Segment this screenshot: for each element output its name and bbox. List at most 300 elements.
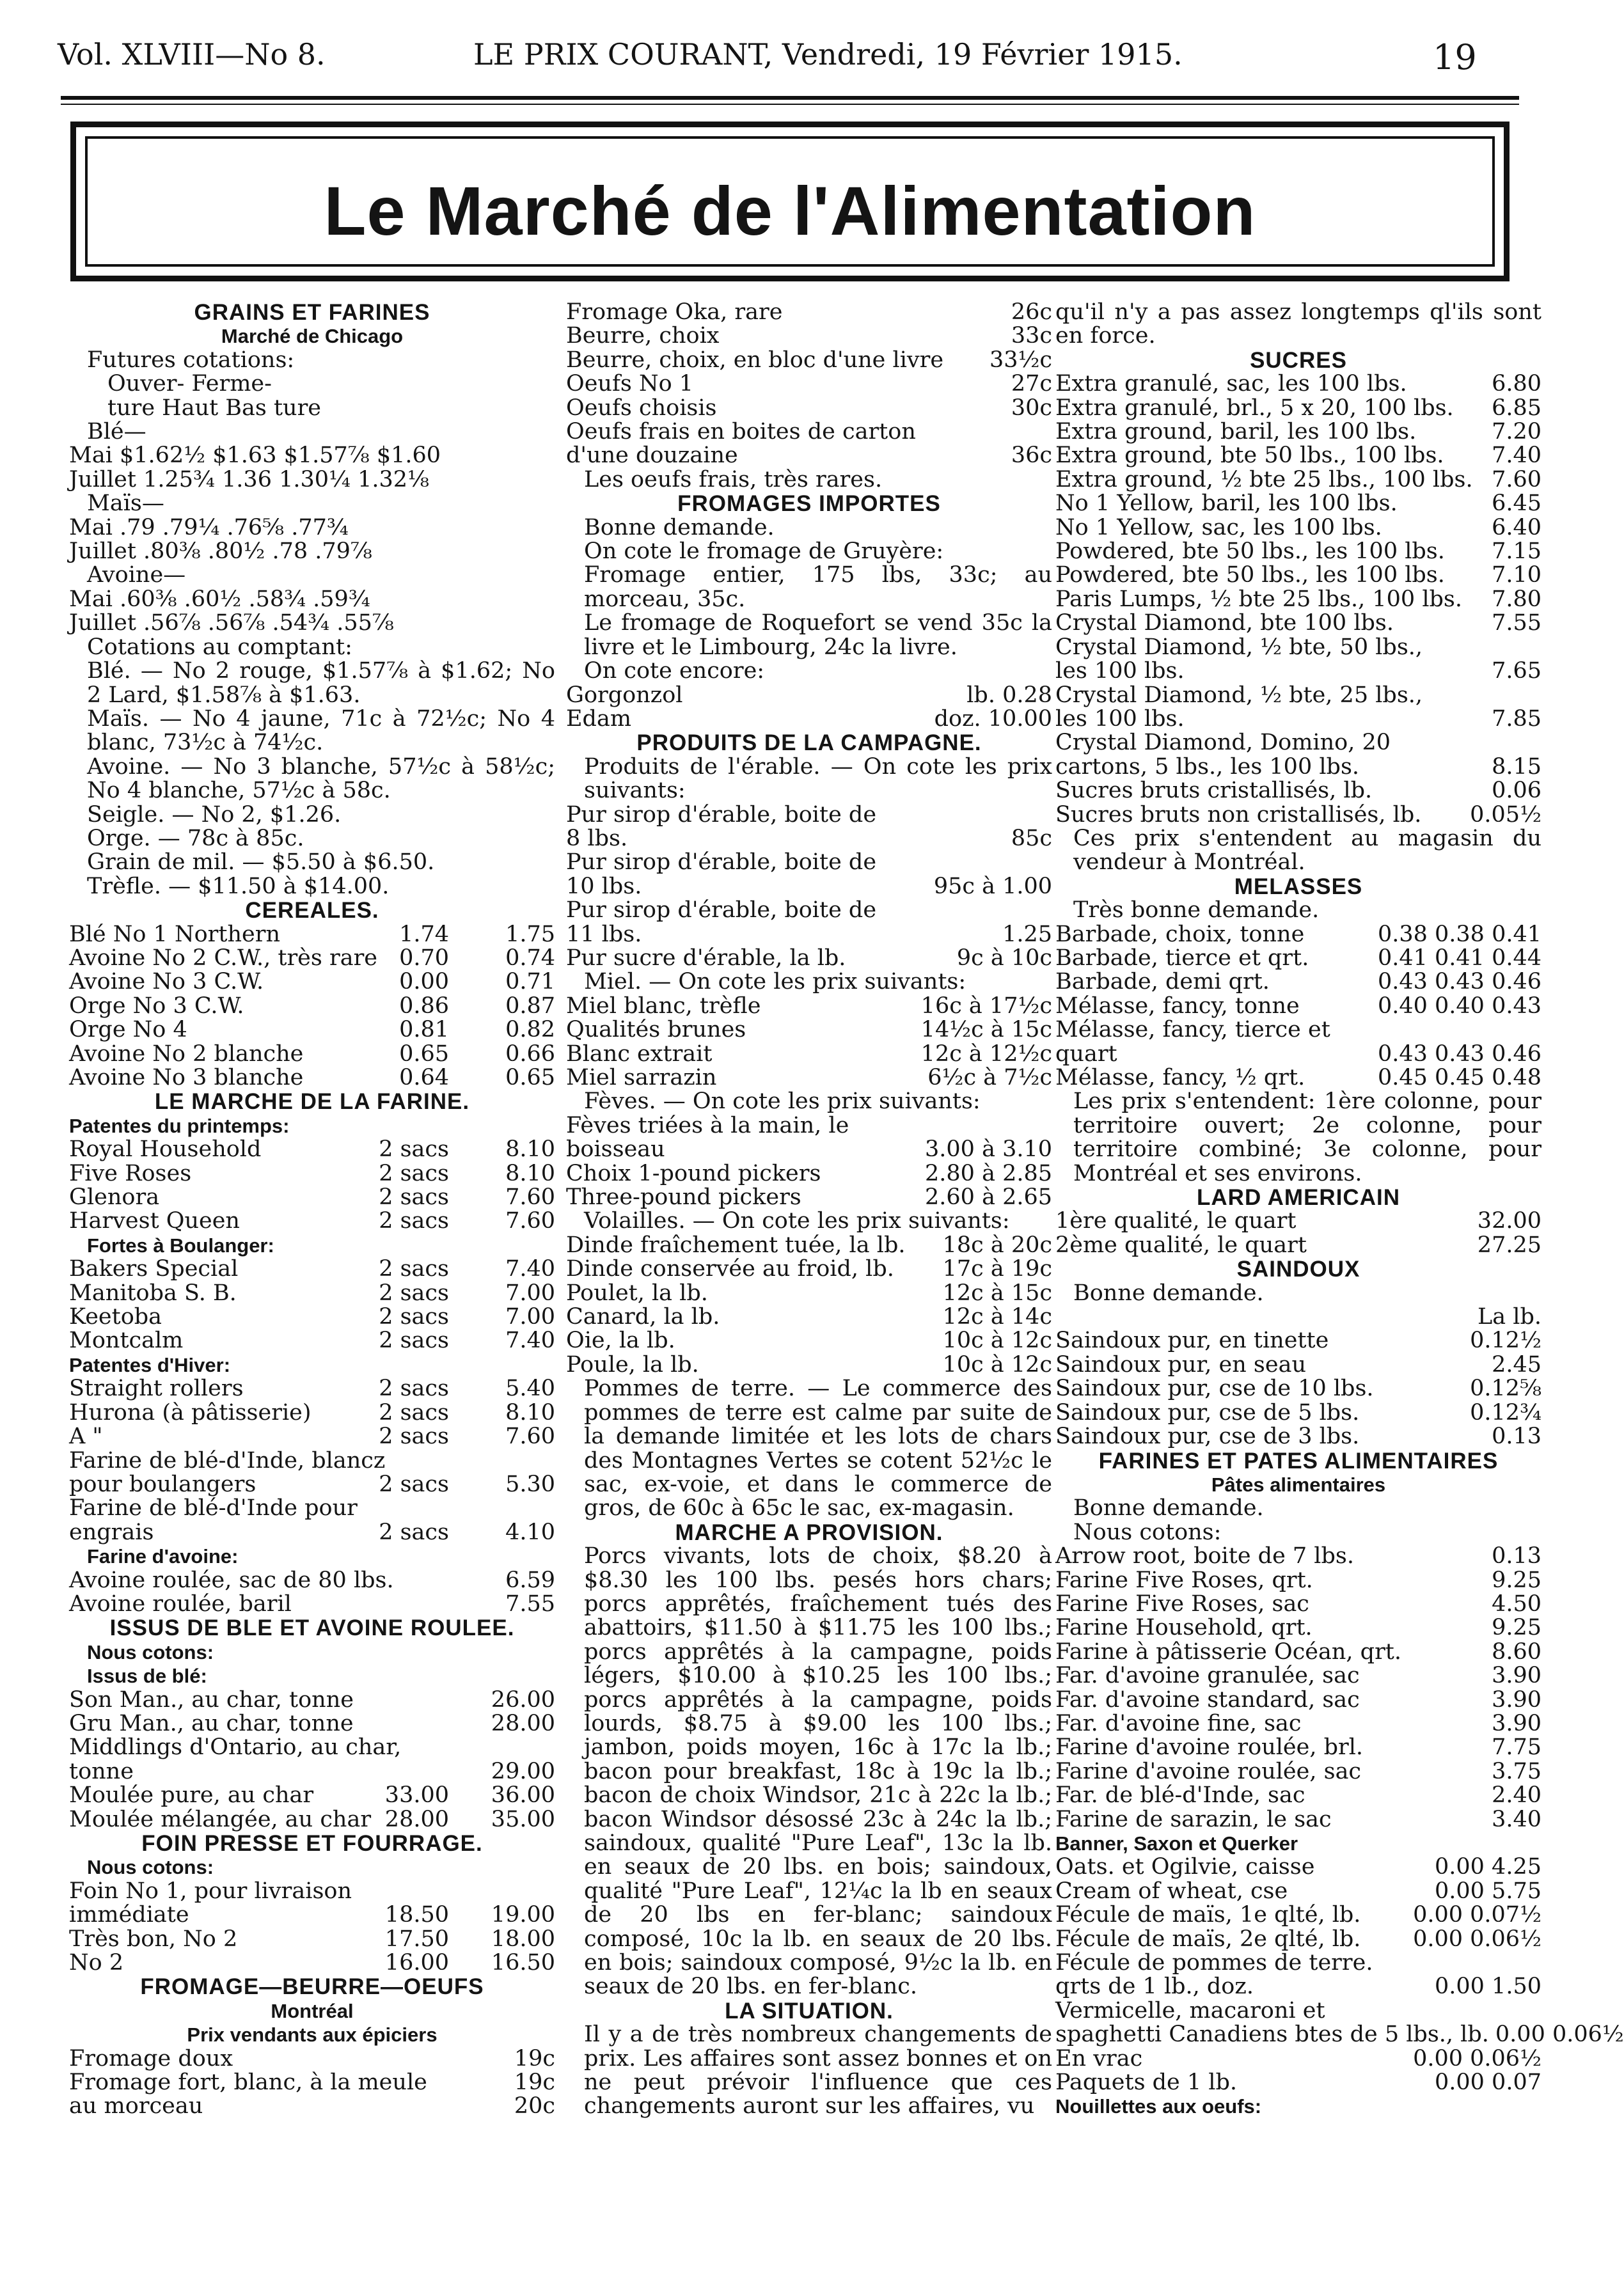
- price-value: 2 sacs: [379, 1328, 449, 1354]
- price-row: [69, 1042, 555, 1066]
- paragraph: Fromage entier, 175 lbs, 33c; au morceau, 35c.: [584, 562, 1052, 612]
- item-label: Fromage Oka, rare: [566, 299, 783, 325]
- price-value: 2.45: [1492, 1351, 1541, 1378]
- item-label: Juillet .56⅞ .56⅞ .54¾ .55⅞: [69, 610, 394, 636]
- price-row: [1055, 516, 1541, 540]
- price-row: [1055, 1903, 1541, 1927]
- price-row: [69, 588, 555, 611]
- price-row: [1055, 1329, 1541, 1353]
- price-row: [1055, 1066, 1541, 1090]
- price-row: [69, 1305, 555, 1329]
- price-row: [69, 923, 555, 947]
- price-row: [1055, 1209, 1541, 1233]
- price-value-2: 0.82: [505, 1017, 555, 1043]
- price-row: [566, 1138, 1052, 1161]
- section-heading: LA SITUATION.: [725, 1998, 894, 2024]
- item-label: Glenora: [69, 1184, 160, 1211]
- price-value: 0.00: [399, 969, 449, 995]
- item-label: Sucres bruts cristallisés, lb.: [1055, 778, 1373, 804]
- price-row: [1055, 1569, 1541, 1592]
- price-row: [69, 1018, 555, 1042]
- price-value: 32.00: [1477, 1208, 1541, 1234]
- paragraph: Le fromage de Roquefort se vend 35c la livre et le Limbourg, 24c la livre.: [584, 610, 1052, 660]
- price-row: [566, 444, 1052, 468]
- paragraph: qu'il n'y a pas assez longtemps ql'ils sont en force.: [1055, 299, 1541, 349]
- item-label: Far. d'avoine fine, sac: [1055, 1710, 1302, 1736]
- item-label: Manitoba S. B.: [69, 1280, 237, 1306]
- price-value: 26c: [1011, 299, 1052, 325]
- item-label: Mai $1.62½ $1.63 $1.57⅞ $1.60: [69, 443, 441, 469]
- price-value-2: 35.00: [491, 1806, 555, 1832]
- price-value: 0.00 1.50: [1435, 1974, 1541, 2000]
- item-label: Far. d'avoine granulée, sac: [1055, 1663, 1360, 1689]
- subheading-centered: Pâtes alimentaires: [1211, 1473, 1386, 1496]
- item-label: Powdered, bte 50 lbs., les 100 lbs.: [1055, 538, 1445, 565]
- price-value: 29.00: [491, 1758, 555, 1784]
- price-value-2: 18.00: [491, 1926, 555, 1952]
- price-value: 2 sacs: [379, 1184, 449, 1211]
- paragraph: Très bonne demande.: [1073, 897, 1320, 923]
- price-row: [69, 1903, 555, 1927]
- price-row: [1055, 1377, 1541, 1401]
- item-label: Barbade, choix, tonne: [1055, 921, 1305, 947]
- item-label: Paquets de 1 lb.: [1055, 2070, 1238, 2096]
- item-label: Avoine No 2 blanche: [69, 1041, 304, 1067]
- price-value: 28.00: [491, 1710, 555, 1736]
- price-value: 0.43 0.43 0.46: [1377, 969, 1541, 995]
- price-value-2: 0.66: [505, 1041, 555, 1067]
- paragraph: Grain de mil. — $5.50 à $6.50.: [87, 849, 435, 876]
- price-row: [1055, 947, 1541, 970]
- paragraph: Nous cotons:: [1073, 1519, 1222, 1545]
- price-value: 18.50: [384, 1902, 449, 1928]
- item-label: Extra ground, bte 50 lbs., 100 lbs.: [1055, 443, 1444, 469]
- price-value: 9c à 10c: [956, 945, 1052, 971]
- item-label: Saindoux pur, cse de 10 lbs.: [1055, 1376, 1374, 1402]
- item-label: Paris Lumps, ½ bte 25 lbs., 100 lbs.: [1055, 586, 1463, 612]
- price-value: 0.86: [399, 993, 449, 1019]
- price-value: 3.90: [1492, 1663, 1541, 1689]
- price-value: 85c: [1011, 825, 1052, 851]
- paragraph: Farine de blé-d'Inde pour: [69, 1495, 358, 1521]
- price-value-2: 4.10: [505, 1519, 555, 1545]
- paragraph: Bonne demande.: [1073, 1495, 1264, 1521]
- price-value-2: 7.60: [505, 1208, 555, 1234]
- price-value: 1.25: [1002, 921, 1052, 947]
- price-value: 26.00: [491, 1686, 555, 1713]
- price-row: [1055, 444, 1541, 468]
- paragraph: Blé. — No 2 rouge, $1.57⅞ à $1.62; No 2 Lard, $1.58⅞ à $1.63.: [87, 658, 555, 708]
- paragraph: Farine de blé-d'Inde, blancz: [69, 1447, 386, 1474]
- price-value-2: 7.60: [505, 1424, 555, 1450]
- subheading: Nous cotons:: [87, 1640, 214, 1663]
- price-value: 36c: [1011, 443, 1052, 469]
- price-value: 0.45 0.45 0.48: [1377, 1065, 1541, 1090]
- paragraph: On cote encore:: [584, 658, 765, 684]
- price-value: 7.85: [1492, 705, 1541, 732]
- item-label: Avoine roulée, baril: [69, 1591, 292, 1617]
- paragraph: Fèves. — On cote les prix suivants:: [584, 1088, 981, 1115]
- item-label: Moulée mélangée, au char: [69, 1806, 372, 1832]
- item-label: boisseau: [566, 1136, 665, 1163]
- price-row: [566, 875, 1052, 899]
- item-label: Poule, la lb.: [566, 1351, 699, 1378]
- price-value: 7.40: [1492, 443, 1541, 469]
- paragraph: Les prix s'entendent: 1ère colonne, pour territoire ouvert; 2e colonne, pour territoire combiné; 3e colonne, pour Montréal et ses environs.: [1073, 1088, 1541, 1186]
- subheading: Patentes d'Hiver:: [69, 1353, 231, 1376]
- price-row: [566, 684, 1052, 707]
- price-value: 7.60: [1492, 466, 1541, 492]
- price-value: 2 sacs: [379, 1160, 449, 1186]
- price-row: [566, 1234, 1052, 1257]
- item-label: Fécule de maïs, 2e qlté, lb.: [1055, 1926, 1361, 1952]
- price-row: [69, 611, 555, 635]
- price-row: [1055, 420, 1541, 444]
- item-label: Avoine roulée, sac de 80 lbs.: [69, 1567, 394, 1593]
- price-value: 6.45: [1492, 491, 1541, 517]
- paragraph: Maïs—: [87, 491, 164, 517]
- price-row: [69, 2094, 555, 2118]
- price-row: [69, 1138, 555, 1161]
- price-row: [1055, 1712, 1541, 1736]
- item-label: Juillet 1.25¾ 1.36 1.30¼ 1.32⅛: [69, 466, 429, 492]
- item-label: 1ère qualité, le quart: [1055, 1208, 1297, 1234]
- item-label: Oeufs No 1: [566, 371, 694, 397]
- section-heading: SUCRES: [1250, 347, 1347, 373]
- price-value: 7.15: [1492, 538, 1541, 565]
- paragraph: On cote le fromage de Gruyère:: [584, 538, 944, 565]
- price-value: 12c à 14c: [942, 1304, 1052, 1330]
- price-value-2: 1.75: [505, 921, 555, 947]
- price-value: 2.80 à 2.85: [925, 1160, 1052, 1186]
- paragraph: Crystal Diamond, Domino, 20: [1055, 730, 1391, 756]
- price-value: 8.60: [1492, 1639, 1541, 1665]
- price-row: [69, 1521, 555, 1544]
- price-row: [1055, 1928, 1541, 1951]
- price-value: 0.00 0.06½: [1413, 2045, 1541, 2071]
- price-value: 6.40: [1492, 514, 1541, 540]
- price-row: [1055, 1425, 1541, 1449]
- price-value-2: 7.00: [505, 1280, 555, 1306]
- item-label: Son Man., au char, tonne: [69, 1686, 354, 1713]
- price-value: 7.20: [1492, 419, 1541, 445]
- price-value-2: 0.71: [505, 969, 555, 995]
- column-3: [1055, 299, 1624, 2119]
- price-value: 0.00 0.07: [1435, 2070, 1541, 2096]
- price-row: [1055, 659, 1541, 683]
- section-heading: FROMAGES IMPORTES: [677, 491, 941, 517]
- price-row: [1055, 1305, 1541, 1329]
- item-label: au morceau: [69, 2093, 203, 2119]
- item-label: cartons, 5 lbs., les 100 lbs.: [1055, 753, 1360, 780]
- price-row: [69, 1473, 555, 1497]
- price-value: 0.00 0.06½: [1495, 2022, 1624, 2048]
- price-value: 0.05½: [1470, 801, 1541, 828]
- price-value: 0.00 0.07½: [1413, 1902, 1541, 1928]
- price-row: [566, 1282, 1052, 1305]
- item-label: Poulet, la lb.: [566, 1280, 708, 1306]
- item-label: Powdered, bte 50 lbs., les 100 lbs.: [1055, 562, 1445, 588]
- price-value: 10c à 12c: [942, 1328, 1052, 1354]
- item-label: Saindoux pur, en tinette: [1055, 1328, 1329, 1354]
- section-title: Le Marché de l'Alimentation: [324, 172, 1256, 249]
- section-heading: CEREALES.: [245, 898, 379, 923]
- item-label: Mélasse, fancy, tonne: [1055, 993, 1300, 1019]
- item-label: 10 lbs.: [566, 873, 642, 899]
- price-value-2: 7.00: [505, 1304, 555, 1330]
- paragraph: Fécule de pommes de terre.: [1055, 1950, 1373, 1976]
- paragraph: Avoine—: [87, 562, 186, 588]
- item-label: Oeufs choisis: [566, 395, 717, 421]
- price-row: [69, 994, 555, 1018]
- price-value-2: 0.87: [505, 993, 555, 1019]
- header-rule-thin: [61, 104, 1519, 105]
- item-label: Beurre, choix, en bloc d'une livre: [566, 347, 944, 373]
- price-row: [566, 1257, 1052, 1281]
- item-label: Farine d'avoine roulée, brl.: [1055, 1734, 1364, 1761]
- price-value: 18c à 20c: [942, 1232, 1052, 1258]
- paragraph: Pur sirop d'érable, boite de: [566, 897, 877, 923]
- price-value: 6.59: [505, 1567, 555, 1593]
- price-row: [1055, 1664, 1541, 1688]
- section-heading: SAINDOUX: [1236, 1257, 1360, 1282]
- subheading-centered: Prix vendants aux épiciers: [187, 2024, 438, 2047]
- price-row: [1055, 540, 1541, 563]
- paragraph: Pur sirop d'érable, boite de: [566, 849, 877, 876]
- item-label: Avoine No 2 C.W., très rare: [69, 945, 378, 971]
- price-value: 33½c: [989, 347, 1052, 373]
- item-label: Extra ground, baril, les 100 lbs.: [1055, 419, 1417, 445]
- price-value: doz. 10.00: [934, 705, 1052, 732]
- price-row: [1055, 1760, 1541, 1784]
- item-label: Juillet .80⅜ .80½ .78 .79⅞: [69, 538, 372, 565]
- item-label: d'une douzaine: [566, 443, 738, 469]
- price-value: 2.60 à 2.65: [925, 1184, 1052, 1211]
- section-heading: ISSUS DE BLE ET AVOINE ROULEE.: [109, 1615, 515, 1641]
- item-label: Qualités brunes: [566, 1017, 746, 1043]
- price-value: 19c: [514, 2070, 555, 2096]
- price-value: 12c à 12½c: [920, 1041, 1052, 1067]
- item-label: Sucres bruts non cristallisés, lb.: [1055, 801, 1422, 828]
- price-value: 0.06: [1492, 778, 1541, 804]
- subheading: Nous cotons:: [87, 1856, 214, 1879]
- price-value: 3.75: [1492, 1758, 1541, 1784]
- price-row: [1055, 923, 1541, 947]
- price-row: [1055, 563, 1541, 587]
- subheading: Patentes du printemps:: [69, 1114, 290, 1137]
- item-label: Miel sarrazin: [566, 1065, 717, 1090]
- price-row: [566, 301, 1052, 324]
- price-value: 0.00 5.75: [1435, 1878, 1541, 1904]
- paragraph: Volailles. — On cote les prix suivants:: [584, 1208, 1010, 1234]
- paragraph: Miel. — On cote les prix suivants:: [584, 969, 966, 995]
- price-value: 0.64: [399, 1065, 449, 1090]
- paragraph: Pur sirop d'érable, boite de: [566, 801, 877, 828]
- item-label: pour boulangers: [69, 1471, 256, 1497]
- item-label: Farine à pâtisserie Océan, qrt.: [1055, 1639, 1401, 1665]
- price-row: [69, 1736, 555, 1759]
- paragraph: Oeufs frais en boites de carton: [566, 419, 916, 445]
- section-banner: [70, 122, 1510, 281]
- price-row: [69, 1257, 555, 1281]
- price-row: [69, 468, 555, 492]
- price-row: [69, 1951, 555, 1975]
- item-label: Far. d'avoine standard, sac: [1055, 1686, 1360, 1713]
- item-label: Saindoux pur, cse de 3 lbs.: [1055, 1424, 1360, 1450]
- price-value: 0.12⅝: [1470, 1376, 1541, 1402]
- price-row: [1055, 1640, 1541, 1664]
- price-row: [566, 372, 1052, 396]
- price-value: 17.50: [384, 1926, 449, 1952]
- item-label: Oie, la lb.: [566, 1328, 675, 1354]
- item-label: Farine Five Roses, sac: [1055, 1591, 1309, 1617]
- price-value: 3.40: [1492, 1806, 1541, 1832]
- item-label: Orge No 4: [69, 1017, 187, 1043]
- paragraph: Crystal Diamond, ½ bte, 25 lbs.,: [1055, 682, 1423, 708]
- item-label: Extra ground, ½ bte 25 lbs., 100 lbs.: [1055, 466, 1473, 492]
- price-row: [1055, 1616, 1541, 1640]
- price-value: 0.38 0.38 0.41: [1377, 921, 1541, 947]
- price-row: [566, 1162, 1052, 1186]
- price-value: 3.00 à 3.10: [925, 1136, 1052, 1163]
- paragraph: Blé—: [87, 419, 146, 445]
- subheading: Banner, Saxon et Querker: [1055, 1832, 1298, 1855]
- price-row: [69, 1401, 555, 1425]
- price-value-2: 19.00: [491, 1902, 555, 1928]
- price-row: [69, 1784, 555, 1807]
- price-row: [1055, 1975, 1541, 1999]
- item-label: Mélasse, fancy, ½ qrt.: [1055, 1065, 1305, 1090]
- price-row: [69, 1760, 555, 1784]
- price-value: 17c à 19c: [942, 1256, 1052, 1282]
- price-row: [566, 1018, 1052, 1042]
- item-label: No 2: [69, 1950, 124, 1976]
- price-value: 0.13: [1492, 1424, 1541, 1450]
- item-label: spaghetti Canadiens btes de 5 lbs., lb.: [1055, 2022, 1489, 2048]
- item-label: Farine Household, qrt.: [1055, 1615, 1313, 1641]
- column-1: [69, 301, 555, 2119]
- item-label: engrais: [69, 1519, 154, 1545]
- section-heading: PRODUITS DE LA CAMPAGNE.: [636, 730, 982, 756]
- item-label: Extra granulé, brl., 5 x 20, 100 lbs.: [1055, 395, 1454, 421]
- price-row: [1055, 1880, 1541, 1903]
- item-label: Dinde conservée au froid, lb.: [566, 1256, 894, 1282]
- price-row: [1055, 1688, 1541, 1712]
- price-value: 2 sacs: [379, 1280, 449, 1306]
- price-row: [69, 1928, 555, 1951]
- price-value: 27.25: [1477, 1232, 1541, 1258]
- price-row: [566, 349, 1052, 372]
- paragraph: Fèves triées à la main, le: [566, 1112, 849, 1138]
- price-row: [566, 1329, 1052, 1353]
- price-row: [1055, 779, 1541, 803]
- item-label: Saindoux pur, en seau: [1055, 1351, 1307, 1378]
- price-value: 0.00 4.25: [1435, 1854, 1541, 1880]
- item-label: Dinde fraîchement tuée, la lb.: [566, 1232, 906, 1258]
- price-value-2: 0.65: [505, 1065, 555, 1090]
- price-row: [69, 1186, 555, 1209]
- paragraph: Produits de l'érable. — On cote les prix suivants:: [584, 753, 1052, 804]
- price-row: [1055, 611, 1541, 635]
- item-label: A ": [69, 1424, 103, 1450]
- paragraph: Bonne demande.: [1073, 1280, 1264, 1306]
- price-row: [69, 540, 555, 563]
- item-label: Cream of wheat, cse: [1055, 1878, 1288, 1904]
- price-value: 7.55: [1492, 610, 1541, 636]
- paragraph: ture Haut Bas ture: [107, 395, 322, 421]
- price-value-2: 7.60: [505, 1184, 555, 1211]
- price-value: 6.80: [1492, 371, 1541, 397]
- price-value: 19c: [514, 2045, 555, 2071]
- price-value: 10c à 12c: [942, 1351, 1052, 1378]
- price-value: 2 sacs: [379, 1136, 449, 1163]
- section-heading: LARD AMERICAIN: [1197, 1185, 1400, 1211]
- item-label: Fromage doux: [69, 2045, 233, 2071]
- price-row: [69, 1808, 555, 1832]
- price-value: 14½c à 15c: [920, 1017, 1052, 1043]
- price-row: [566, 923, 1052, 947]
- price-value: 2 sacs: [379, 1424, 449, 1450]
- item-label: les 100 lbs.: [1055, 705, 1185, 732]
- subheading-centered: Montréal: [271, 1999, 354, 2022]
- price-value: 30c: [1011, 395, 1052, 421]
- price-value: 2 sacs: [379, 1399, 449, 1426]
- price-row: [69, 1880, 555, 1903]
- price-row: [1055, 468, 1541, 492]
- price-value: 1.74: [399, 921, 449, 947]
- price-row: [69, 516, 555, 540]
- paragraph: Avoine. — No 3 blanche, 57½c à 58½c; No 4 blanche, 57½c à 58c.: [87, 753, 555, 804]
- price-value-2: 36.00: [491, 1782, 555, 1809]
- item-label: Middlings d'Ontario, au char,: [69, 1734, 402, 1761]
- item-label: Choix 1-pound pickers: [566, 1160, 821, 1186]
- price-value: 7.80: [1492, 586, 1541, 612]
- paragraph: Cotations au comptant:: [87, 634, 352, 660]
- item-label: No 1 Yellow, sac, les 100 lbs.: [1055, 514, 1382, 540]
- price-row: [69, 2047, 555, 2071]
- price-value: lb. 0.28: [966, 682, 1052, 708]
- price-row: [1055, 1401, 1541, 1425]
- item-label: Montcalm: [69, 1328, 184, 1354]
- price-row: [69, 1282, 555, 1305]
- price-value: 7.55: [505, 1591, 555, 1617]
- price-value: 7.65: [1492, 658, 1541, 684]
- item-label: 8 lbs.: [566, 825, 628, 851]
- price-value: 12c à 15c: [942, 1280, 1052, 1306]
- item-label: Barbade, tierce et qrt.: [1055, 945, 1309, 971]
- item-label: Farine d'avoine roulée, sac: [1055, 1758, 1362, 1784]
- price-row: [1055, 994, 1541, 1018]
- paragraph: Pommes de terre. — Le commerce des pommes de terre est calme par suite de la demande limitée et les lots de chars des Montagnes Vertes se cotent 52½c le sac, ex-voie, et dans le commerce de gros, de 60c à 65c le sac, ex-magasin.: [584, 1376, 1052, 1521]
- item-label: Orge No 3 C.W.: [69, 993, 244, 1019]
- item-label: Avoine No 3 C.W.: [69, 969, 264, 995]
- price-row: [69, 1425, 555, 1449]
- price-value: 0.70: [399, 945, 449, 971]
- price-value: 0.81: [399, 1017, 449, 1043]
- price-row: [1055, 1784, 1541, 1807]
- price-row: [566, 947, 1052, 970]
- header-rule: [61, 96, 1519, 100]
- item-label: Saindoux pur, cse de 5 lbs.: [1055, 1399, 1360, 1426]
- item-label: Blanc extrait: [566, 1041, 713, 1067]
- paragraph: Futures cotations:: [87, 347, 295, 373]
- item-label: Fromage fort, blanc, à la meule: [69, 2070, 427, 2096]
- item-label: Miel blanc, trèfle: [566, 993, 761, 1019]
- item-label: Edam: [566, 705, 632, 732]
- paragraph: Maïs. — No 4 jaune, 71c à 72½c; No 4 blanc, 73½c à 74½c.: [87, 705, 555, 756]
- item-label: En vrac: [1055, 2045, 1143, 2071]
- price-row: [69, 1712, 555, 1736]
